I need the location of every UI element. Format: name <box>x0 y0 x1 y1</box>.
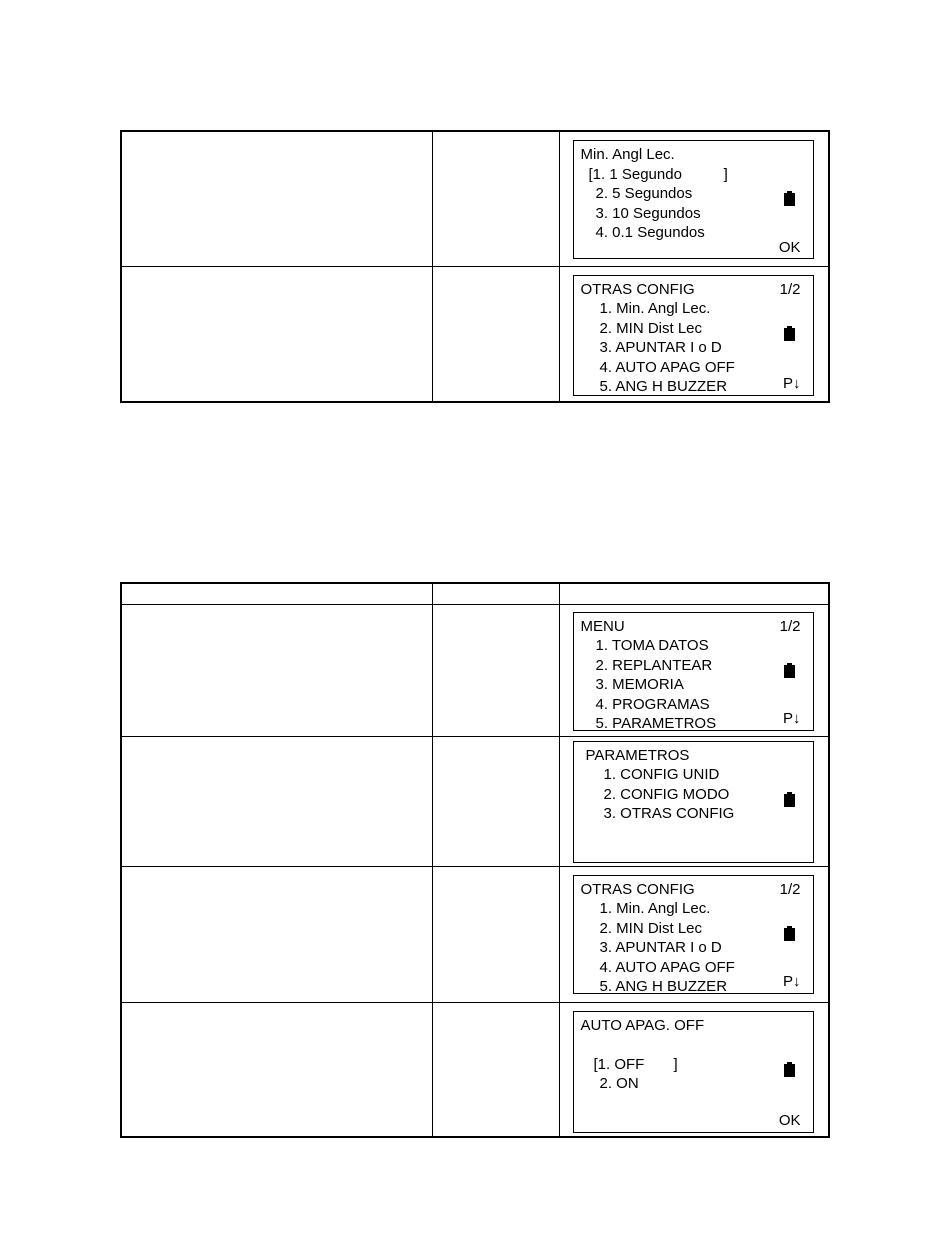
menu-item: 5. PARAMETROS <box>595 715 717 732</box>
key-cell <box>432 266 559 402</box>
display-cell <box>559 736 829 866</box>
menu-item: 3. APUNTAR I o D <box>599 939 722 956</box>
table-row <box>121 736 829 866</box>
table-row <box>121 266 829 402</box>
header-cell <box>432 583 559 604</box>
operation-cell <box>121 866 432 1002</box>
ok-softkey[interactable]: OK <box>778 1112 801 1130</box>
table-row <box>121 131 829 266</box>
battery-icon <box>784 926 795 941</box>
screen-title: OTRAS CONFIG <box>580 280 695 298</box>
operation-cell <box>121 736 432 866</box>
menu-item: 4. AUTO APAG OFF <box>599 958 735 976</box>
screen-title: Min. Angl Lec. <box>580 146 675 163</box>
battery-icon <box>784 792 795 807</box>
display-cell <box>559 266 829 402</box>
lcd-screen <box>573 875 814 994</box>
menu-item: 3. APUNTAR I o D <box>599 339 722 356</box>
menu-item: 2. MIN Dist Lec <box>599 319 703 337</box>
menu-item: 3. OTRAS CONFIG <box>603 805 735 822</box>
page-indicator: 1/2 <box>779 880 801 898</box>
battery-icon <box>784 191 795 206</box>
battery-icon <box>784 326 795 341</box>
lcd-screen <box>573 1011 814 1133</box>
screen-title: MENU <box>580 617 625 635</box>
header-cell <box>559 583 829 604</box>
page-indicator: 1/2 <box>779 280 801 298</box>
operation-cell <box>121 1002 432 1137</box>
menu-item: 1. TOMA DATOS <box>595 637 709 654</box>
key-cell <box>432 604 559 736</box>
display-cell <box>559 866 829 1002</box>
menu-item: 2. CONFIG MODO <box>603 785 730 803</box>
menu-item: [1. OFF ] <box>593 1055 678 1073</box>
menu-item: [1. 1 Segundo ] <box>588 165 728 183</box>
menu-item: 2. REPLANTEAR <box>595 656 713 674</box>
screen-title: AUTO APAG. OFF <box>580 1016 705 1034</box>
battery-icon <box>784 663 795 678</box>
display-cell <box>559 1002 829 1137</box>
page-indicator: 1/2 <box>779 617 801 635</box>
screen-title: PARAMETROS <box>585 746 690 764</box>
table-row <box>121 1002 829 1137</box>
menu-item: 2. 5 Segundos <box>595 185 693 202</box>
menu-item: 3. MEMORIA <box>595 676 684 693</box>
menu-item: 1. CONFIG UNID <box>603 766 720 783</box>
menu-item: 5. ANG H BUZZER <box>599 378 728 395</box>
menu-item: 1. Min. Angl Lec. <box>599 300 711 317</box>
page-down-softkey[interactable]: P↓ <box>782 710 801 728</box>
key-cell <box>432 131 559 266</box>
operation-cell <box>121 266 432 402</box>
lcd-screen <box>573 140 814 259</box>
menu-item: 2. MIN Dist Lec <box>599 919 703 937</box>
table-header-row <box>121 583 829 604</box>
menu-item: 4. PROGRAMAS <box>595 695 710 713</box>
key-cell <box>432 1002 559 1137</box>
lcd-screen <box>573 612 814 731</box>
lcd-screen <box>573 275 814 396</box>
lcd-screen <box>573 741 814 863</box>
menu-item: 5. ANG H BUZZER <box>599 978 728 995</box>
screen-title: OTRAS CONFIG <box>580 880 695 898</box>
menu-item: 2. ON <box>599 1075 639 1092</box>
display-cell <box>559 131 829 266</box>
operation-cell <box>121 604 432 736</box>
display-cell <box>559 604 829 736</box>
procedure-table-2 <box>120 582 830 1138</box>
menu-item: 4. 0.1 Segundos <box>595 224 705 241</box>
page-down-softkey[interactable]: P↓ <box>782 375 801 393</box>
procedure-table-1 <box>120 130 830 403</box>
ok-softkey[interactable]: OK <box>778 238 801 256</box>
header-cell <box>121 583 432 604</box>
menu-item: 1. Min. Angl Lec. <box>599 900 711 917</box>
battery-icon <box>784 1062 795 1077</box>
key-cell <box>432 866 559 1002</box>
page-down-softkey[interactable]: P↓ <box>782 973 801 991</box>
table-row <box>121 604 829 736</box>
operation-cell <box>121 131 432 266</box>
key-cell <box>432 736 559 866</box>
table-row <box>121 866 829 1002</box>
menu-item: 3. 10 Segundos <box>595 204 701 222</box>
menu-item: 4. AUTO APAG OFF <box>599 358 735 376</box>
